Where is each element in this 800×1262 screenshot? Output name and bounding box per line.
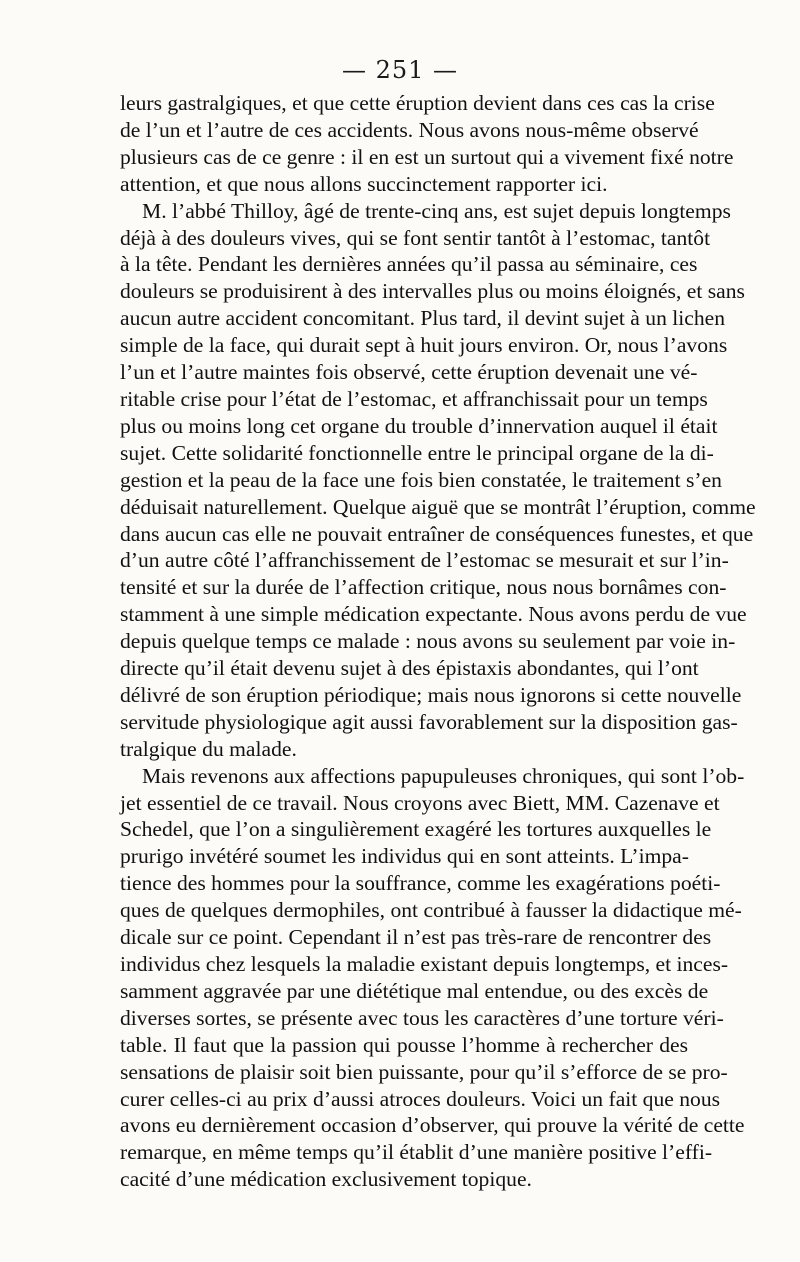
text-line: samment aggravée par une diététique mal entendue, ou des excès de <box>120 978 709 1003</box>
text-line: table. Il faut que la passion qui pousse l’homme à rechercher des <box>120 1032 688 1057</box>
page-number: — 251 — <box>341 56 459 84</box>
text-line: directe qu’il était devenu sujet à des épistaxis abondantes, qui l’ont <box>120 656 699 681</box>
text-line: prurigo invétéré soumet les individus qui en sont atteints. L’impa- <box>120 844 689 869</box>
text-line: à la tête. Pendant les dernières années qu’il passa au séminaire, ces <box>120 252 698 277</box>
text-line: remarque, en même temps qu’il établit d’une manière positive l’effi- <box>120 1140 713 1165</box>
text-line: plus ou moins long cet organe du trouble d’innervation auquel il était <box>120 413 718 438</box>
text-line: stamment à une simple médication expectante. Nous avons perdu de vue <box>120 602 747 627</box>
text-line: attention, et que nous allons succinctement rapporter ici. <box>120 171 608 196</box>
body-text <box>120 90 756 1193</box>
text-line: sujet. Cette solidarité fonctionnelle entre le principal organe de la di- <box>120 440 714 465</box>
text-line: dans aucun cas elle ne pouvait entraîner de conséquences funestes, et que <box>120 521 754 546</box>
text-line: cacité d’une médication exclusivement topique. <box>120 1167 532 1192</box>
text-line: gestion et la peau de la face une fois bien constatée, le traitement s’en <box>120 467 722 492</box>
text-line: sensations de plaisir soit bien puissante, pour qu’il s’efforce de se pro- <box>120 1059 728 1084</box>
text-line: depuis quelque temps ce malade : nous avons su seulement par voie in- <box>120 629 736 654</box>
text-line: dicale sur ce point. Cependant il n’est pas très-rare de rencontrer des <box>120 925 712 950</box>
text-line: tensité et sur la durée de l’affection critique, nous nous bornâmes con- <box>120 575 727 600</box>
text-line: l’un et l’autre maintes fois observé, cette éruption devenait une vé- <box>120 360 698 385</box>
text-line: diverses sortes, se présente avec tous les caractères d’une torture véri- <box>120 1005 724 1030</box>
text-line: douleurs se produisirent à des intervalles plus ou moins éloignés, et sans <box>120 279 745 304</box>
text-line: délivré de son éruption périodique; mais nous ignorons si cette nouvelle <box>120 682 742 707</box>
text-line: aucun autre accident concomitant. Plus tard, il devint sujet à un lichen <box>120 306 726 331</box>
text-line: tience des hommes pour la souffrance, comme les exagérations poéti- <box>120 871 721 896</box>
text-line: tralgique du malade. <box>120 736 297 761</box>
text-line: Schedel, que l’on a singulièrement exagéré les tortures auxquelles le <box>120 817 712 842</box>
text-line: jet essentiel de ce travail. Nous croyons avec Biett, MM. Cazenave et <box>120 790 720 815</box>
text-line: ritable crise pour l’état de l’estomac, et affranchissait pour un temps <box>120 386 708 411</box>
text-line: avons eu dernièrement occasion d’observer, qui prouve la vérité de cette <box>120 1113 745 1138</box>
text-line: de l’un et l’autre de ces accidents. Nous avons nous-même observé <box>120 117 699 142</box>
text-line: simple de la face, qui durait sept à huit jours environ. Or, nous l’avons <box>120 333 728 358</box>
text-line: M. l’abbé Thilloy, âgé de trente-cinq ans, est sujet depuis longtemps <box>142 198 731 223</box>
text-line: servitude physiologique agit aussi favorablement sur la disposition gas- <box>120 709 738 734</box>
text-line: ques de quelques dermophiles, ont contribué à fausser la didactique mé- <box>120 898 742 923</box>
text-line: déduisait naturellement. Quelque aiguë que se montrât l’éruption, comme <box>120 494 756 519</box>
text-line: individus chez lesquels la maladie existant depuis longtemps, et inces- <box>120 952 729 976</box>
text-line: plusieurs cas de ce genre : il en est un surtout qui a vivement fixé notre <box>120 144 734 169</box>
text-line: déjà à des douleurs vives, qui se font sentir tantôt à l’estomac, tantôt <box>120 225 711 250</box>
text-line: d’un autre côté l’affranchissement de l’estomac se mesurait et sur l’in- <box>120 548 729 573</box>
text-line: curer celles-ci au prix d’aussi atroces douleurs. Voici un fait que nous <box>120 1086 721 1111</box>
text-line: Mais revenons aux affections papupuleuses chroniques, qui sont l’ob- <box>142 763 745 788</box>
text-line: leurs gastralgiques, et que cette éruption devient dans ces cas la crise <box>120 91 715 115</box>
